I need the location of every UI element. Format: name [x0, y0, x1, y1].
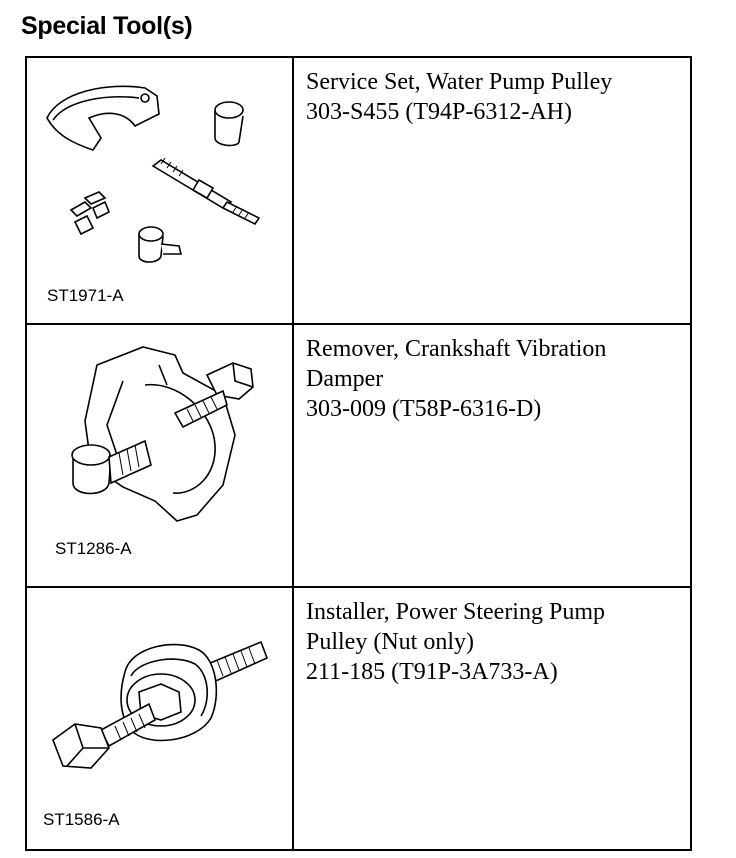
water-pump-pulley-set-illustration	[27, 58, 292, 314]
figure-code: ST1971-A	[47, 286, 124, 305]
tool-description	[306, 67, 678, 127]
figure-code: ST1286-A	[55, 539, 132, 558]
tool-name: Remover, Crankshaft Vibration	[306, 336, 607, 362]
tool-illustration-cell	[26, 587, 293, 850]
special-tools-table	[25, 56, 692, 851]
table-row	[26, 324, 691, 587]
section-heading: Special Tool(s)	[21, 12, 193, 40]
figure-code: ST1586-A	[43, 810, 120, 829]
tool-illustration-cell	[26, 324, 293, 587]
tool-name: Installer, Power Steering Pump	[306, 599, 605, 625]
table-row	[26, 587, 691, 850]
tool-description	[306, 597, 678, 687]
tool-name-continued: Pulley (Nut only)	[306, 629, 474, 655]
tool-number: 303-S455 (T94P-6312-AH)	[306, 99, 572, 125]
tool-description	[306, 334, 678, 424]
tool-number: 303-009 (T58P-6316-D)	[306, 396, 542, 422]
tool-name-continued: Damper	[306, 366, 384, 392]
table-row	[26, 57, 691, 324]
power-steering-pulley-installer-illustration	[27, 588, 292, 840]
tool-number: 211-185 (T91P-3A733-A)	[306, 659, 558, 685]
tool-name: Service Set, Water Pump Pulley	[306, 69, 613, 95]
tool-description-cell	[293, 587, 691, 850]
tool-description-cell	[293, 57, 691, 324]
tool-illustration-cell	[26, 57, 293, 324]
tool-description-cell	[293, 324, 691, 587]
